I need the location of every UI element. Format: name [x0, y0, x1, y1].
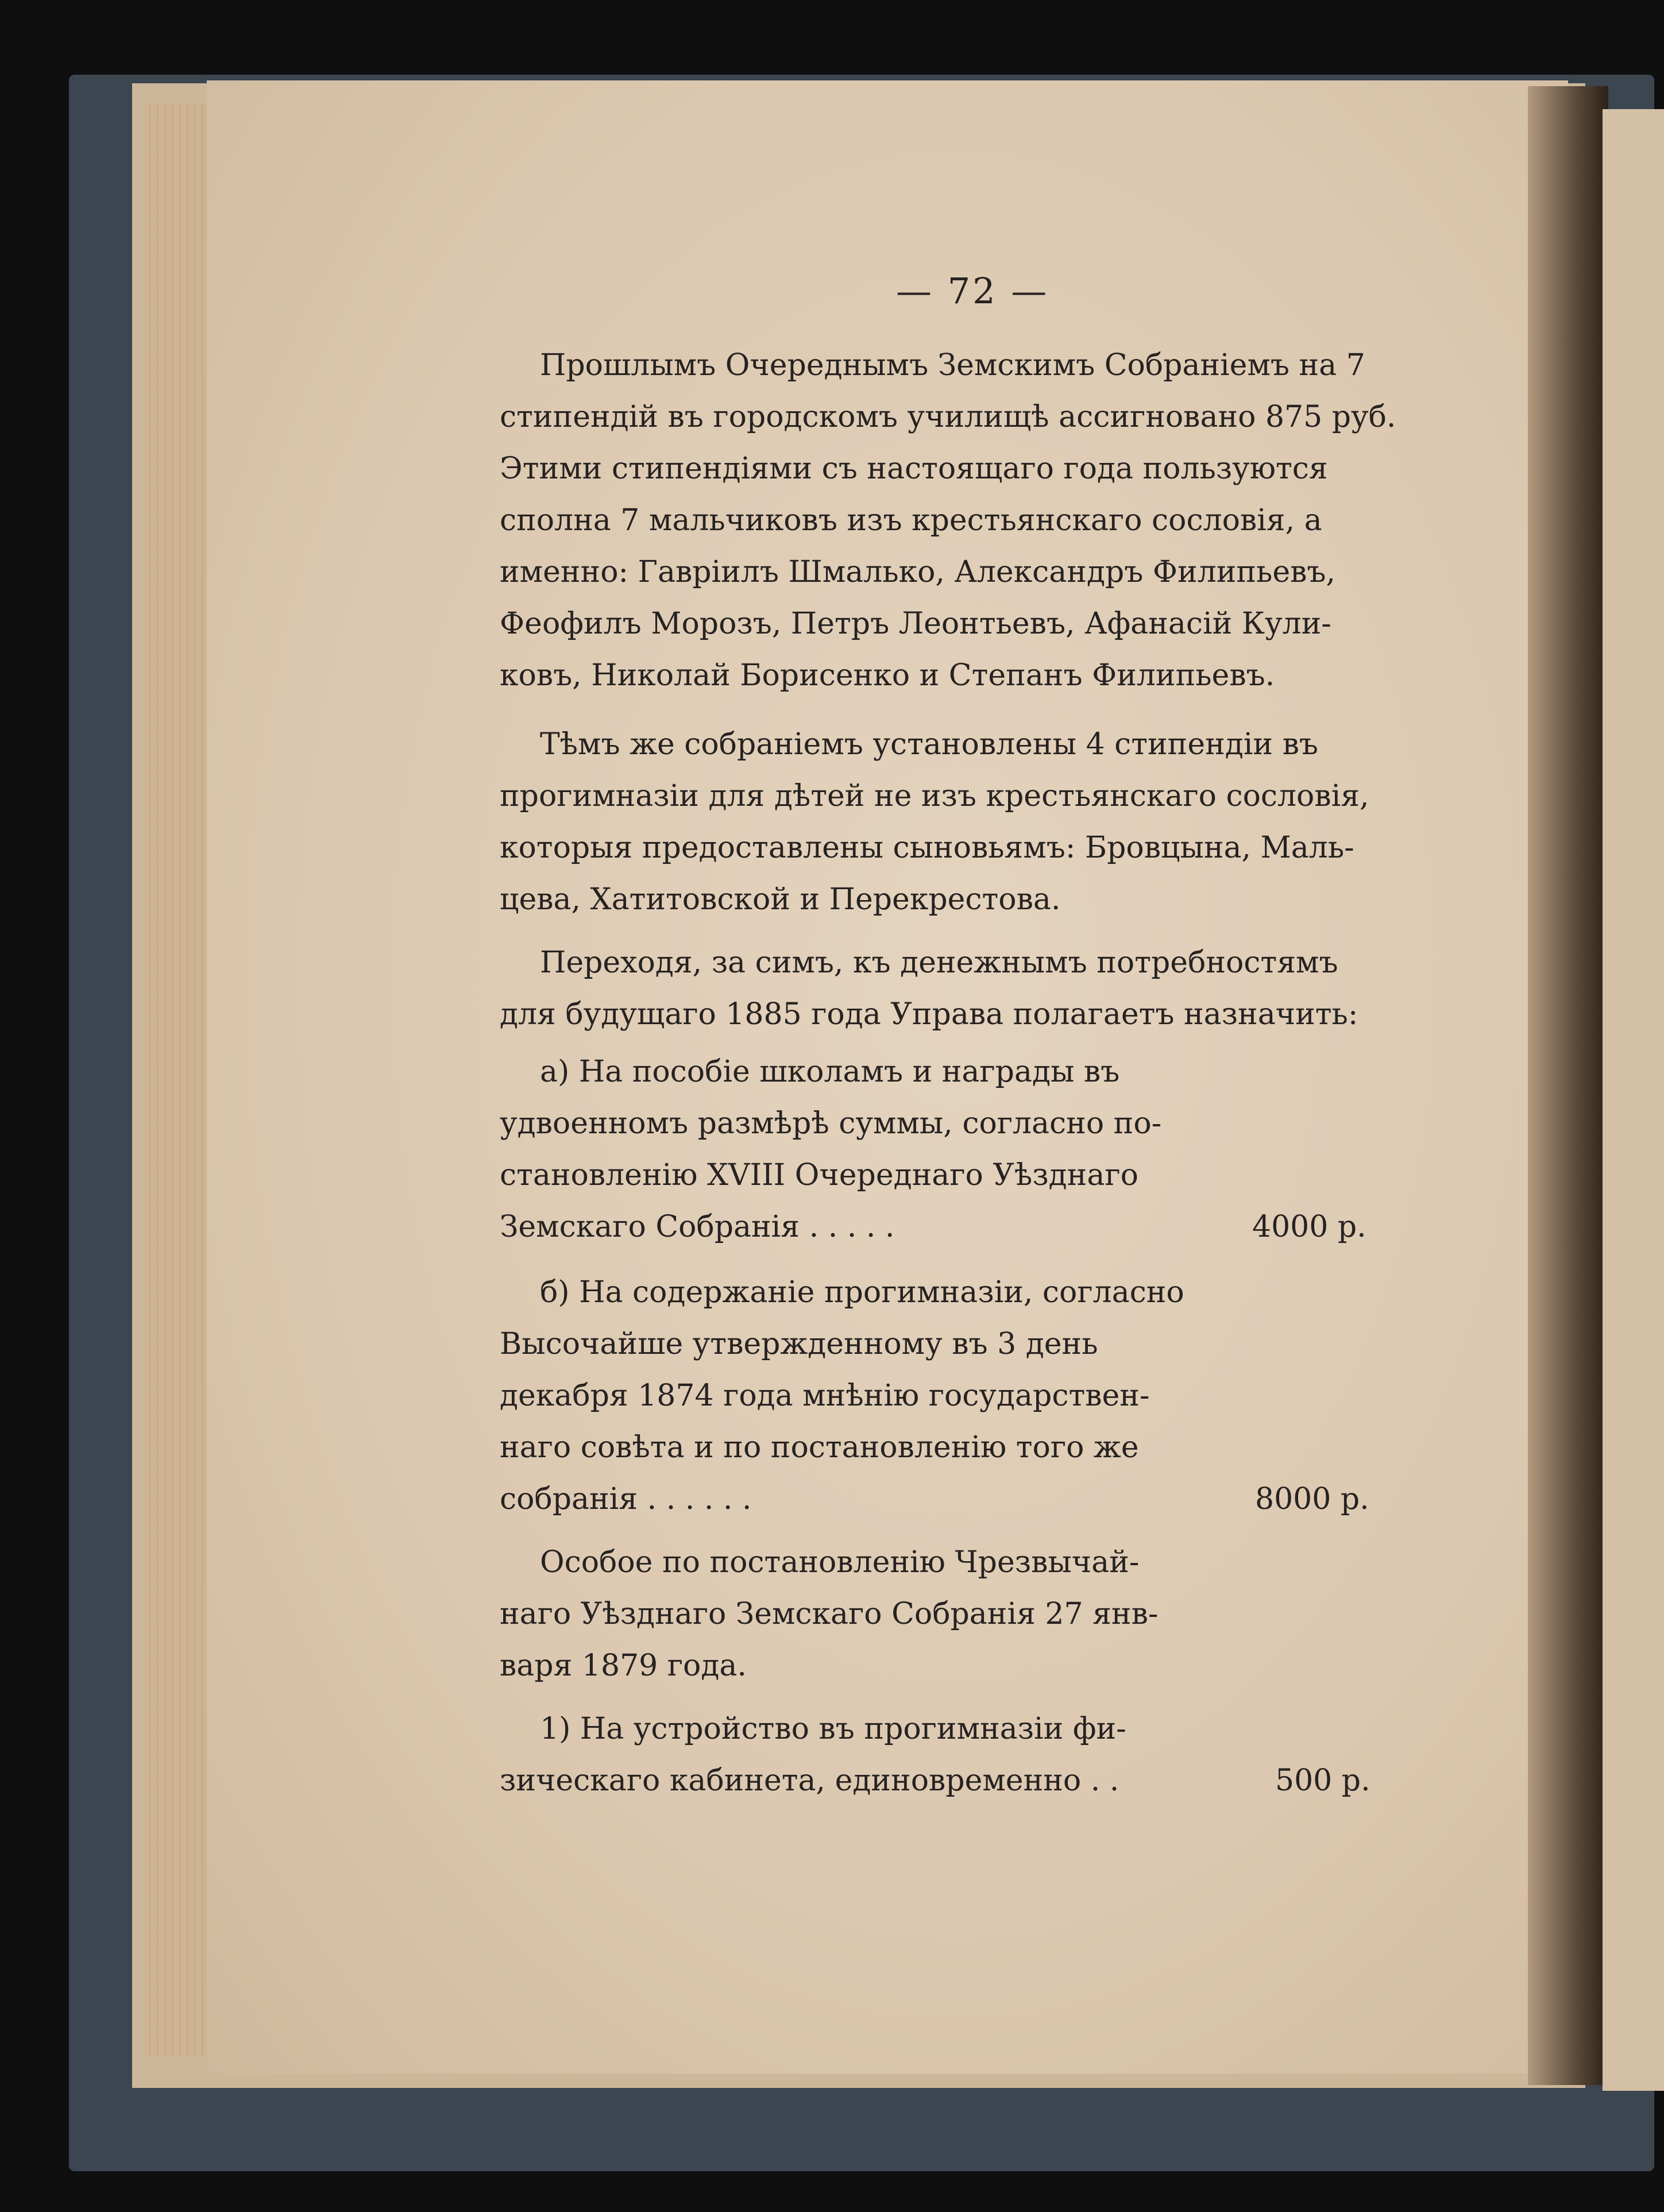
text-line: ковъ, Николай Борисенко и Степанъ Филипьевъ.	[500, 658, 1275, 693]
item-line: 1) На устройство въ прогимназіи фи-	[540, 1712, 1126, 1746]
text-line: Этими стипендіями съ настоящаго года пользуются	[500, 451, 1328, 486]
amount: 4000 р.	[1252, 1210, 1366, 1244]
text-line: именно: Гавріилъ Шмалько, Александръ Филипьевъ,	[500, 555, 1336, 589]
item-line: наго Уѣзднаго Земскаго Собранія 27 янв-	[500, 1597, 1159, 1631]
text-line: которыя предоставлены сыновьямъ: Бровцына, Маль-	[500, 831, 1354, 865]
item-line: б) На содержаніе прогимназіи, согласно	[540, 1275, 1184, 1310]
text-line: Тѣмъ же собраніемъ установлены 4 стипендіи въ	[540, 727, 1318, 762]
text-line: для будущаго 1885 года Управа полагаетъ назначить:	[500, 997, 1358, 1032]
page-number: — 72 —	[896, 270, 1049, 312]
item-line: собранія . . . . . .	[500, 1482, 752, 1516]
text-line: Феофилъ Морозъ, Петръ Леонтьевъ, Афанасій Кули-	[500, 607, 1331, 641]
item-line: декабря 1874 года мнѣнію государствен-	[500, 1379, 1150, 1413]
text-line: Прошлымъ Очереднымъ Земскимъ Собраніемъ на 7	[540, 348, 1365, 383]
item-line: Особое по постановленію Чрезвычай-	[540, 1545, 1140, 1580]
item-line: наго совѣта и по постановленію того же	[500, 1430, 1139, 1465]
page-edges	[144, 103, 207, 2056]
item-line: становленію XVIII Очереднаго Уѣзднаго	[500, 1158, 1138, 1192]
book-gutter	[1528, 86, 1608, 2085]
item-line: варя 1879 года.	[500, 1649, 747, 1683]
text-line: прогимназіи для дѣтей не изъ крестьянскаго сословія,	[500, 779, 1369, 813]
item-line: зическаго кабинета, единовременно . .	[500, 1763, 1119, 1798]
text-line: Переходя, за симъ, къ денежнымъ потребностямъ	[540, 945, 1338, 980]
text-line: цева, Хатитовской и Перекрестова.	[500, 882, 1061, 917]
text-line: стипендій въ городскомъ училищѣ ассигновано 875 руб.	[500, 400, 1396, 434]
item-line: Высочайше утвержденному въ 3 день	[500, 1327, 1098, 1361]
item-line: а) На пособіе школамъ и награды въ	[540, 1055, 1120, 1089]
next-page-edge	[1603, 109, 1664, 2091]
item-line: удвоенномъ размѣрѣ суммы, согласно по-	[500, 1106, 1162, 1141]
amount: 500 р.	[1275, 1763, 1370, 1798]
amount: 8000 р.	[1255, 1482, 1369, 1516]
text-line: сполна 7 мальчиковъ изъ крестьянскаго сословія, а	[500, 503, 1322, 538]
item-line: Земскаго Собранія . . . . .	[500, 1210, 895, 1244]
